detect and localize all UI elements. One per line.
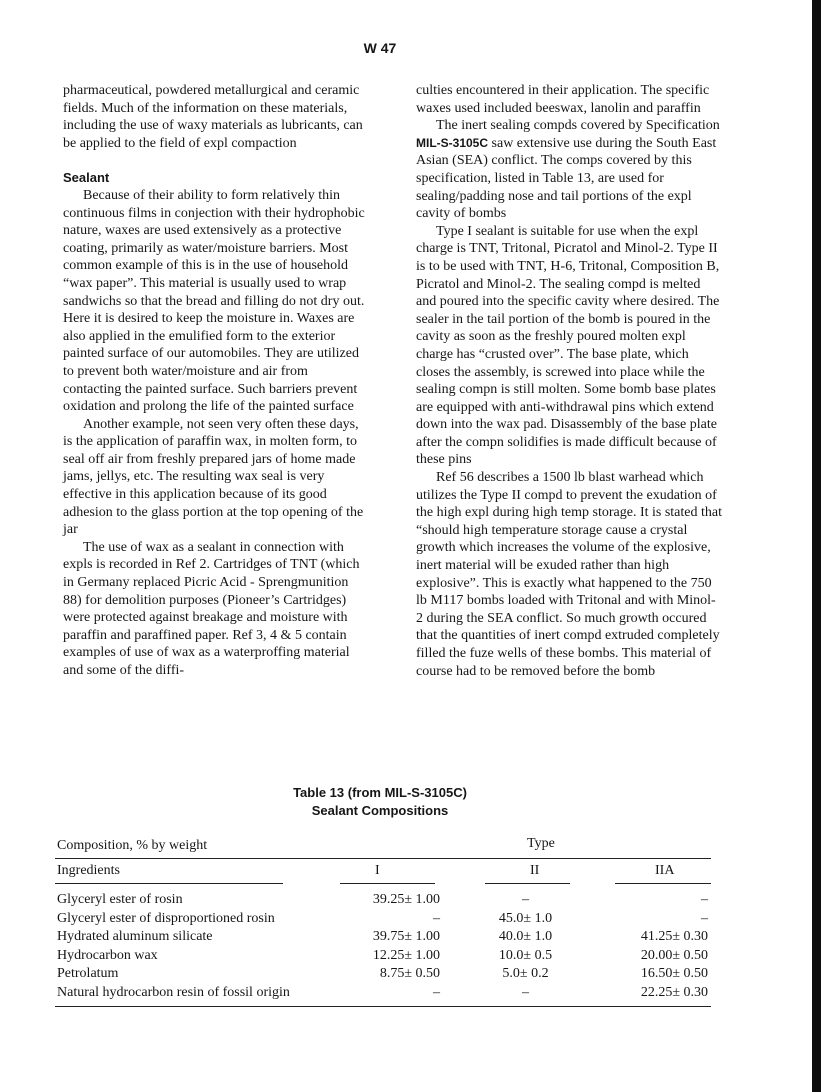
header-rule-iia [615,883,711,884]
table-caption-subtitle: Sealant Compositions [311,803,449,818]
left-paragraph-3: Another example, not seen very often these days, is the application of paraffin wax, in molten form, to seal off air from freshly prepared jars of home made jams, jellys, etc. The resulting wax seal is very effective in this application because of its good adhesion to the glass portion at the top opening of the jar [63,416,364,538]
table-caption-title: Table 13 (from MIL-S-3105C) [293,785,467,800]
ingredient-name: Hydrocarbon wax [57,947,158,963]
type-i-value: 12.25± 1.00 [372,947,440,963]
table-row [55,966,711,985]
type-ii-value: – [522,984,529,1000]
left-paragraph-4: The use of wax as a sealant in connection with expls is recorded in Ref 2. Cartridges of TNT (which in Germany replaced Picric Acid - Sprengmunition 88) for demolition purposes (Pioneer’s Cartridges) were protected against breakage and moisture with paraffin and paraffined paper. Ref 3, 4 & 5 contain examples of use of wax as a waterproffing material and some of the diffi- [63,539,360,678]
left-column [63,82,368,680]
type-i-value: – [433,984,440,1000]
column-header-iia: IIA [655,863,675,878]
table-row [55,948,711,967]
table-body [55,892,711,1003]
right-paragraph-3: Type I sealant is suitable for use when the expl charge is TNT, Tritonal, Picratol and Minol-2. Type II is to be used with TNT, H-6, Tritonal, Composition B, Picratol and Minol-2. The sealing compd is melted and poured into the specific cavity where desired. The sealer in the tail portion of the bomb is poured in the cavity as soon as the freshly poured molten expl charge has “crusted over”. The base plate, which closes the assembly, is screwed into place while the sealing compn is still molten. Some bomb base plates are equipped with anti-withdrawal pins which extend down into the wax pad. Disassembly of the base plate after the compn solidifies is made difficult because of these pins [416,223,720,468]
type-ii-value: 45.0± 1.0 [498,910,553,926]
type-ii-value: 10.0± 0.5 [498,947,553,963]
spec-body-text: saw extensive use during the South East Asian (SEA) conflict. The comps covered by this specification, listed in Table 13, are used for sealing/padding nose and tail portions of the expl cavity of bombs [416,135,717,222]
table-bottom-rule [55,1006,711,1007]
type-i-value: – [433,910,440,926]
ingredient-name: Petrolatum [57,966,119,981]
right-paragraph-4: Ref 56 describes a 1500 lb blast warhead which utilizes the Type II compd to prevent the exudation of the high expl during high temp storage. It is stated that “should high temperature storage cause a crystal growth which increases the volume of the explosive, inert material will be exuded rather than high explosive”. This is exactly what happened to the 750 lb M117 bombs loaded with Tritonal and with Minol-2 during the SEA conflict. So much growth occured that the quantities of inert compd extruded completely filled the fuze wells of these bombs. This material of course had to be removed before the bomb [416,470,722,679]
type-ii-value: 5.0± 0.2 [502,966,549,981]
ingredient-name: Natural hydrocarbon resin of fossil origin [57,984,290,1000]
type-iia-value: – [701,910,708,926]
spec-intro-text: The inert sealing compds covered by Specification [436,118,720,134]
type-iia-value: 16.50± 0.50 [640,966,708,981]
type-ii-value: 40.0± 1.0 [498,929,553,944]
composition-label: Composition, % by weight [57,838,208,853]
sealant-compositions-table [55,836,711,1000]
header-rule-ii [485,883,570,884]
table-row [55,892,711,911]
spec-reference: MIL-S-3105C [416,135,489,150]
page-header: W 47 [363,40,397,56]
type-i-value: 39.75± 1.00 [372,929,440,944]
table-row [55,911,711,930]
section-heading-sealant: Sealant [63,170,110,186]
type-iia-value: 22.25± 0.30 [640,984,708,1000]
table-caption [0,784,760,820]
scan-edge-bar [812,0,821,1092]
column-header-ii: II [530,863,540,878]
header-rule-ingredients [55,883,283,884]
column-header-i: I [375,863,380,878]
right-paragraph-2 [416,117,722,223]
left-paragraph-1: pharmaceutical, powdered metallurgical and ceramic fields. Much of the information on these materials, including the use of waxy materials as lubricants, can be applied to the field of expl compaction [63,83,363,151]
type-iia-value: 41.25± 0.30 [640,929,708,944]
right-paragraph-1: culties encountered in their application. The specific waxes used included beeswax, lanolin and paraffin [416,83,710,116]
type-i-value: 8.75± 0.50 [379,966,440,981]
left-paragraph-2: Because of their ability to form relatively thin continuous films in conjection with their hydrophobic nature, waxes are used extensively as a protective coating, primarily as water/moisture barriers. Most common example of this is in the use of household “wax paper”. This material is usually used to wrap sandwichs so that the bread and filling do not dry out. Here it is desired to keep the moisture in. Waxes are also applied in the emulified form to the exterior painted surface of our automobiles. They are utilized to prevent both water/moisture and air from contacting the painted surface. Such barriers prevent oxidation and prolong the life of the painted surface [63,187,365,415]
right-column [416,82,722,680]
table-row [55,985,711,1004]
header-rule-i [340,883,435,884]
type-iia-value: – [701,892,708,907]
table-title-row [55,836,711,858]
ingredient-name: Hydrated aluminum silicate [57,929,213,944]
table-top-rule [55,858,711,859]
table-header-row [55,863,711,883]
type-iia-value: 20.00± 0.50 [640,947,708,963]
type-ii-value: – [522,892,529,907]
ingredient-name: Glyceryl ester of disproportioned rosin [57,910,275,926]
type-i-value: 39.25± 1.00 [372,892,440,907]
ingredients-header: Ingredients [57,863,120,878]
ingredient-name: Glyceryl ester of rosin [57,892,183,907]
table-row [55,929,711,948]
type-label: Type [527,836,555,851]
